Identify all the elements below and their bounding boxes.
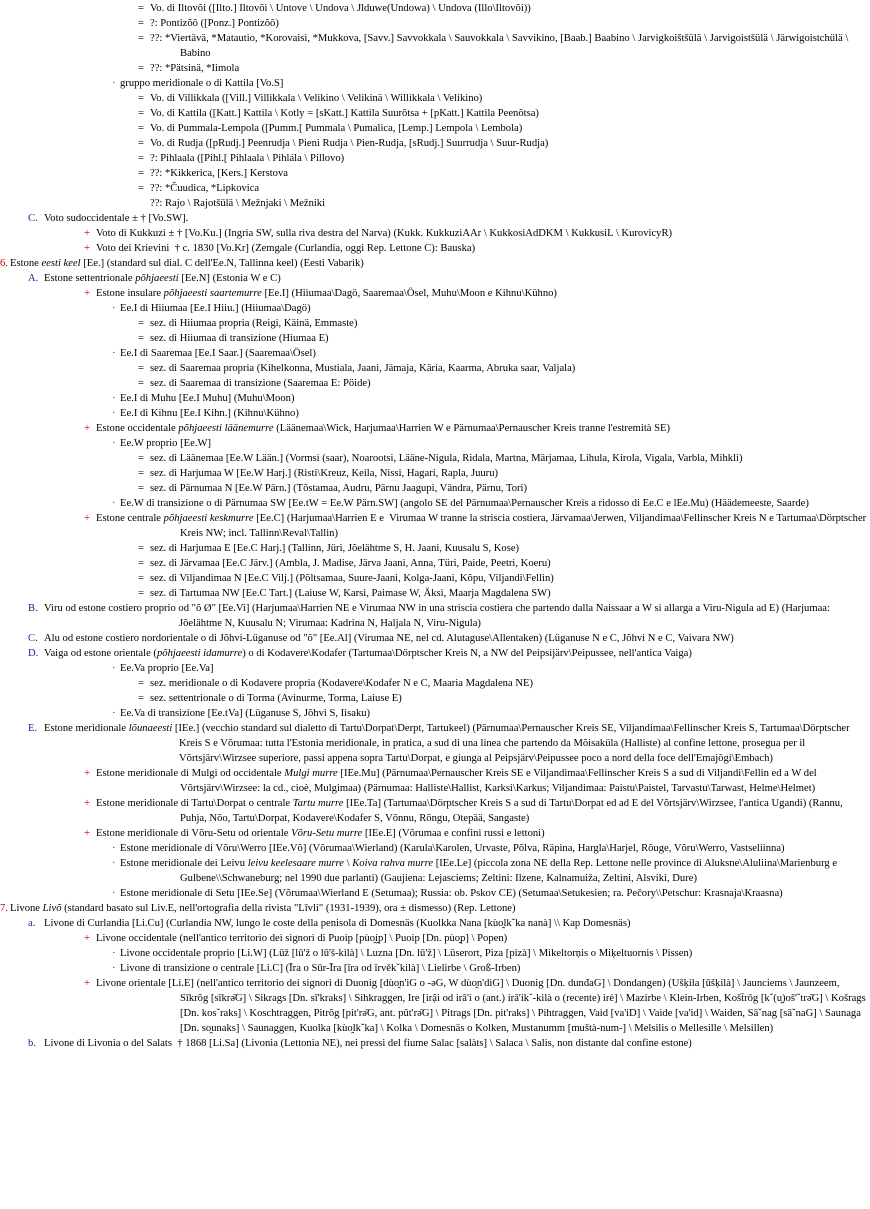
- entry-marker: =: [138, 153, 144, 164]
- entry-text: sez. settentrionale o di Torma (Avinurme, Torma, Laiuse E): [150, 693, 402, 704]
- outline-entry: [0, 361, 870, 376]
- outline-entry: [0, 271, 870, 286]
- outline-entry: [0, 661, 870, 676]
- entry-text: sez. di Järvamaa [Ee.C Järv.] (Ambla, J. Madise, Järva Jaani, Anna, Türi, Paide, Peetri, Koeru): [150, 558, 551, 569]
- outline-entry: [0, 211, 870, 226]
- entry-text: Livone di Curlandia [Li.Cu] (Curlandia NW, lungo le coste della penisola di Domesnäs (Kuolkka Nana [kùo̯lkˇka nanà] \\ Kap Domesnäs): [44, 918, 631, 929]
- entry-marker: =: [138, 333, 144, 344]
- entry-text: gruppo meridionale o di Kattila [Vo.S]: [120, 78, 284, 89]
- outline-entry: [0, 961, 870, 976]
- outline-entry: [0, 946, 870, 961]
- entry-text: sez. di Tartumaa NW [Ee.C Tart.] (Laiuse W, Karsi, Paimase W, Äksi, Maarja Magdalena SW): [150, 588, 551, 599]
- entry-text: Estone meridionale di Võru-Setu od orientale Võru-Setu murre [IEe.E] (Võrumaa e confini russi e lettoni): [96, 828, 545, 839]
- entry-marker: =: [138, 138, 144, 149]
- outline-entry: [0, 226, 870, 241]
- entry-marker: B.: [28, 603, 38, 614]
- entry-text: ?: Pihlaala ([Pihl.[ Pihlaala \ Pihlála \ Pillovo): [150, 153, 345, 164]
- entry-text: Estone meridionale di Setu [IEe.Se] (Võrumaa\Wierland E (Setumaa); Russia: ob. Pskov CE) (Setumaa\Setukesien; ra. Pečory\\Petschur: Krasnaja\Kraasna): [120, 888, 783, 899]
- entry-text: Livone Livõ (standard basato sul Liv.E, nell'ortografia della rivista "Līvli" (1931-1939), ora ± dismesso) (Rep. Lettone): [10, 903, 516, 914]
- entry-text: Estone meridionale dei Leivu leivu keelesaare murre \ Koiva rahva murre [IEe.Le] (piccola zona NE della Rep. Lettone nelle province di Aluksne\Aluliina\Marienburg e Gulbene\\Schwaneburg; nel 1990 due parlanti) (Gaujiena: Lejasciems; Zeltini: Ilzene, Kalnamuiža, Zeltini, Alsviki, Dure): [120, 858, 838, 884]
- entry-text: Estone insulare põhjaeesti saartemurre [Ee.I] (Hiiumaa\Dagö, Saaremaa\Ösel, Muhu\Moon e Kihnu\Kühno): [96, 288, 557, 299]
- outline-entry: [0, 886, 870, 901]
- entry-marker: =: [138, 183, 144, 194]
- entry-text: ?: Pontizõõ ([Ponz.] Pontizõõ): [150, 18, 279, 29]
- outline-entry: [0, 331, 870, 346]
- entry-marker: =: [138, 318, 144, 329]
- entry-marker: =: [138, 573, 144, 584]
- entry-marker: =: [138, 483, 144, 494]
- entry-text: sez. di Harjumaa W [Ee.W Harj.] (Risti\Kreuz, Keila, Nissi, Hagari, Rapla, Juuru): [150, 468, 499, 479]
- outline-entry: [0, 31, 870, 61]
- entry-marker: ·: [112, 843, 116, 854]
- entry-text: ??: Rajo \ Rajotšülä \ Mežnjaki \ Mežniki: [150, 198, 326, 209]
- outline-entry: [0, 721, 870, 766]
- outline-entry: [0, 151, 870, 166]
- entry-text: ??: *Pätsinä, *Iimola: [150, 63, 240, 74]
- entry-marker: +: [84, 768, 90, 779]
- entry-marker: =: [138, 63, 144, 74]
- outline-entry: [0, 931, 870, 946]
- entry-text: Ee.Va di transizione [Ee.tVa] (Lüganuse S, Jõhvi S, Iisaku): [120, 708, 371, 719]
- entry-text: Ee.W proprio [Ee.W]: [120, 438, 211, 449]
- outline-entry: [0, 106, 870, 121]
- outline-entry: [0, 511, 870, 541]
- entry-marker: ·: [112, 888, 116, 899]
- entry-marker: =: [138, 18, 144, 29]
- entry-marker: =: [138, 378, 144, 389]
- entry-marker: ·: [112, 858, 116, 869]
- outline-entry: [0, 601, 870, 631]
- outline-entry: [0, 346, 870, 361]
- entry-text: Ee.W di transizione o di Pärnumaa SW [Ee.tW = Ee.W Pärn.SW] (angolo SE del Pärnumaa\Pernauscher Kreis a ridosso di Ee.C e lEe.Mu) (Häädemeeste, Saarde): [120, 498, 809, 509]
- entry-marker: ·: [112, 408, 116, 419]
- entry-marker: ·: [112, 78, 116, 89]
- outline-entry: [0, 706, 870, 721]
- outline-entry: [0, 856, 870, 886]
- entry-marker: +: [84, 798, 90, 809]
- entry-marker: ·: [112, 963, 116, 974]
- entry-marker: =: [138, 678, 144, 689]
- entry-marker: =: [138, 123, 144, 134]
- entry-marker: b.: [28, 1038, 36, 1049]
- entry-marker: +: [84, 513, 90, 524]
- entry-text: Livone di Livonia o del Salats † 1868 [Li.Sa] (Livonia (Lettonia NE), nei pressi del fiume Salac [salàts] \ Salaca \ Salis, non distante dal confine estone): [44, 1038, 692, 1049]
- outline-entry: [0, 826, 870, 841]
- entry-marker: ·: [112, 438, 116, 449]
- entry-text: Estone settentrionale põhjaeesti [Ee.N] (Estonia W e C): [44, 273, 281, 284]
- outline-entry: [0, 61, 870, 76]
- entry-marker: E.: [28, 723, 38, 734]
- entry-marker: +: [84, 288, 90, 299]
- entry-text: Ee.I di Saaremaa [Ee.I Saar.] (Saaremaa\Ösel): [120, 348, 316, 359]
- entry-text: Estone occidentale põhjaeesti läänemurre (Läänemaa\Wick, Harjumaa\Harrien W e Pärnumaa\Pernauscher Kreis tranne l'estremità SE): [96, 423, 671, 434]
- outline-entry: [0, 571, 870, 586]
- entry-text: Estone meridionale di Mulgi od occidentale Mulgi murre [IEe.Mu] (Pärnumaa\Pernauscher Kreis SE e Viljandimaa\Fellinscher Kreis S a sud di Viljandi\Fellin ed a W del Võrtsjärv\Wirzsee: la cd., cioè, Mulgimaa) (Pärnumaa: Halliste\Hallist, Karksi\Karkus; Viljandimaa: Paistu\Paistel, Tarvastu\Tarwast, Helme\Helmet): [96, 768, 817, 794]
- entry-text: Ee.I di Hiiumaa [Ee.I Hiiu.] (Hiiumaa\Dagö): [120, 303, 311, 314]
- entry-text: Livone orientale [Li.E] (nell'antico territorio dei signori di Duonig [dùo̯n'iG o -ǝG, W dùo̯n'diG] \ Duonig [Dn. dunđaG] \ Dondangen) (Ušķila [ūšķilà] \ Jaunciems \ Jaunzeem, Sīkrõg [sīkrǝ̄G] \ Sikrags [Dn. sī'kraks] \ Sihkraggen, Ire [irậi od irā'i o (ant.) irā'ikˇ-kilà o (recente) irè] \ Mazirbe \ Klein-Irben, Košt̄rōg [kˇ(u̯)oš'ˇtrǝ̄G] \ Košrags [Dn. kosˇraks] \ Koschtraggen, Pitrõg [pit'rǝ̄G, ant. pūt'rǝ̄G] \ Pitrags [Dn. pit'raks] \ Pihtraggen, Vaid [va'iD] \ Vaide [va'id] \ Waiden, Sāˇnag [sāˇnaG] \ Saunaga [Dn. so̯unaks] \ Saunaggen, Kuolka [kùo̯lkˇka] \ Kolka \ Domesnäs o Kolken, Mustanumm [muštà-num-] \ Melsilis o Mellesille \ Melsillen): [96, 978, 866, 1034]
- outline-entry: [0, 241, 870, 256]
- entry-marker: =: [138, 3, 144, 14]
- entry-text: sez. di Hiiumaa di transizione (Hiumaa E): [150, 333, 329, 344]
- outline-entry: [0, 451, 870, 466]
- outline-entry: [0, 286, 870, 301]
- outline-entry: [0, 586, 870, 601]
- outline-entry: [0, 916, 870, 931]
- outline-entry: [0, 676, 870, 691]
- entry-text: Alu od estone costiero nordorientale o di Jõhvi-Lüganuse od "õ" [Ee.Al] (Virumaa NE, nel cd. Alutaguse\Allentaken) (Lüganuse N e C, Jõhvi N e C, Vaivara NW): [44, 633, 734, 644]
- entry-marker: 6.: [0, 258, 8, 269]
- entry-text: Voto dei Krievini † c. 1830 [Vo.Kr] (Zemgale (Curlandia, oggi Rep. Lettone C): Bauska): [96, 243, 476, 254]
- entry-marker: =: [138, 543, 144, 554]
- outline-entry: [0, 301, 870, 316]
- outline-entry: [0, 181, 870, 196]
- entry-marker: +: [84, 978, 90, 989]
- outline-entry: [0, 376, 870, 391]
- outline-entry: [0, 436, 870, 451]
- outline-entry: [0, 1036, 870, 1051]
- outline-entry: [0, 496, 870, 511]
- outline-entry: [0, 631, 870, 646]
- entry-marker: +: [84, 243, 90, 254]
- outline-entry: [0, 406, 870, 421]
- entry-marker: +: [84, 423, 90, 434]
- entry-marker: =: [138, 453, 144, 464]
- entry-marker: =: [138, 363, 144, 374]
- outline-entry: [0, 16, 870, 31]
- entry-text: Estone centrale põhjaeesti keskmurre [Ee.C] (Harjumaa\Harrien E e Virumaa W tranne la striscia costiera, Järvamaa\Jerwen, Viljandimaa\Fellinscher Kreis N e Tartumaa\Dörptscher Kreis NW; incl. Tallinn\Reval\Tallin): [96, 513, 867, 539]
- outline-entry: [0, 976, 870, 1036]
- entry-marker: ·: [112, 393, 116, 404]
- outline-entry: [0, 1, 870, 16]
- entry-text: Vo. di Villikkala ([Vill.] Villikkala \ Velikino \ Velikinä \ Willikkala \ Velikino): [150, 93, 483, 104]
- outline-entry: [0, 316, 870, 331]
- entry-text: Estone eesti keel [Ee.] (standard sul dial. C dell'Ee.N, Tallinna keel) (Eesti Vabarik): [10, 258, 364, 269]
- entry-marker: ·: [112, 663, 116, 674]
- entry-text: Livone di transizione o centrale [Li.C] (Īra o Sūr-Īra [īra od īrvěkˇkilà] \ Lielirbe \ Groß-Irben): [120, 963, 521, 974]
- entry-text: sez. meridionale o di Kodavere propria (Kodavere\Kodafer N e C, Maaria Magdalena NE): [150, 678, 533, 689]
- entry-text: Vo. di Pummala-Lempola ([Pumm.[ Pummala \ Pumalica, [Lemp.] Lempola \ Lembola): [150, 123, 523, 134]
- entry-text: sez. di Pärnumaa N [Ee.W Pärn.] (Tõstamaa, Audru, Pärnu Jaagupi, Vändra, Pärnu, Tori): [150, 483, 528, 494]
- outline-entry: [0, 196, 870, 211]
- outline-entry: [0, 466, 870, 481]
- entry-marker: =: [138, 558, 144, 569]
- entry-text: Estone meridionale lõunaeesti [IEe.] (vecchio standard sul dialetto di Tartu\Dorpat\Derpt, Tartukeel) (Pärnumaa\Pernauscher Kreis SE, Viljandimaa\Fellinscher Kreis S, Tartumaa\Dörptscher Kreis S e Võrumaa: tutta l'Estonia meridionale, in pratica, a sud di una linea che partendo da Mõisaküla (Halliste) al confine lettone, prosegua per il Võrtsjärv\Wirzsee superiore, passi appena sopra Tartu\Dorpat, e giunga al Peipsjärv\Peipussee poco a nord della foce dell'Emajõgi\Embach): [44, 723, 850, 764]
- entry-text: Vaiga od estone orientale (põhjaeesti idamurre) o di Kodavere\Kodafer (Tartumaa\Dörptscher Kreis N, a NW del Peipsijärv\Peipussee, nell'antica Vaiga): [44, 648, 692, 659]
- outline-entry: [0, 481, 870, 496]
- outline-entry: [0, 421, 870, 436]
- entry-text: Ee.I di Kihnu [Ee.I Kihn.] (Kihnu\Kühno): [120, 408, 299, 419]
- entry-marker: =: [138, 108, 144, 119]
- outline-entry: [0, 91, 870, 106]
- entry-marker: 7.: [0, 903, 8, 914]
- outline-entry: [0, 136, 870, 151]
- entry-marker: =: [138, 693, 144, 704]
- outline-entry: [0, 166, 870, 181]
- entry-marker: =: [138, 33, 144, 44]
- entry-text: ??: *Viertävä, *Matautio, *Korovaisi, *Mukkova, [Savv.] Savvokkala \ Sauvokkala \ Savvikino, [Baab.] Baabino \ Jarvigkoištšülä \ Jarvigoistšülä \ Järwigoistchülä \ Babino: [150, 33, 849, 59]
- entry-text: Vo. di Kattila ([Katt.] Kattila \ Kotly = [sKatt.] Kattila Suurõtsa + [pKatt.] Kattila Peenõtsa): [150, 108, 539, 119]
- entry-text: ??: *Kikkerica, [Kers.] Kerstova: [150, 168, 288, 179]
- outline-entry: [0, 646, 870, 661]
- entry-text: Livone occidentale (nell'antico territorio dei signori di Puoip [pùo̯i̯p] \ Puoip [Dn. pùo̯p] \ Popen): [96, 933, 508, 944]
- entry-marker: A.: [28, 273, 39, 284]
- outline-entry: [0, 691, 870, 706]
- entry-marker: ·: [112, 348, 116, 359]
- entry-text: Voto di Kukkuzi ± † [Vo.Ku.] (Ingria SW, sulla riva destra del Narva) (Kukk. KukkuziAAr \ KukkosiAdDKM \ KukkusiL \ KurovicyR): [96, 228, 673, 239]
- outline-entry: [0, 76, 870, 91]
- entry-marker: D.: [28, 648, 39, 659]
- entry-text: sez. di Saaremaa propria (Kihelkonna, Mustiala, Jaani, Jämaja, Käria, Kaarma, Abruka saar, Valjala): [150, 363, 576, 374]
- entry-marker: =: [138, 168, 144, 179]
- entry-marker: ·: [112, 498, 116, 509]
- outline-entry: [0, 391, 870, 406]
- entry-marker: ·: [112, 948, 116, 959]
- entry-text: Estone meridionale di Võru\Werro [IEe.Võ] (Võrumaa\Wierland) (Karula\Karolen, Urvaste, Põlva, Räpina, Hargla\Harjel, Rõuge, Võru\Werro, Vastseliinna): [120, 843, 785, 854]
- entry-text: Voto sudoccidentale ± † [Vo.SW].: [44, 213, 189, 224]
- entry-marker: ·: [112, 708, 116, 719]
- outline-entry: [0, 901, 870, 916]
- entry-marker: =: [138, 468, 144, 479]
- entry-marker: =: [138, 588, 144, 599]
- entry-text: Ee.I di Muhu [Ee.I Muhu] (Muhu\Moon): [120, 393, 295, 404]
- entry-marker: C.: [28, 213, 38, 224]
- entry-text: sez. di Harjumaa E [Ee.C Harj.] (Tallinn, Jüri, Jõelähtme S, H. Jaani, Kuusalu S, Kose): [150, 543, 520, 554]
- entry-marker: +: [84, 228, 90, 239]
- outline-entry: [0, 841, 870, 856]
- entry-text: Vo. di Rudja ([pRudj.] Peenrudja \ Pieni Rudja \ Pien-Rudja, [sRudj.] Suurrudja \ Suur-Rudja): [150, 138, 549, 149]
- entry-text: Vo. di Iltovõi ([Ilto.] Iltovõi \ Untove \ Undova \ Jlduwe(Undowa) \ Undova (Illo\Iltovõi)): [150, 3, 531, 14]
- entry-text: Livone occidentale proprio [Li.W] (Lūž [lū'ž o lū'š-kilà] \ Luzna [Dn. lū'ž] \ Lüserort, Piza [pizà] \ Mikeltorņis o Miķeltuornis \ Pissen): [120, 948, 693, 959]
- outline-entry: [0, 796, 870, 826]
- entry-marker: +: [84, 828, 90, 839]
- entry-marker: =: [138, 93, 144, 104]
- outline-entry: [0, 121, 870, 136]
- entry-marker: ·: [112, 303, 116, 314]
- entry-marker: C.: [28, 633, 38, 644]
- entry-text: Viru od estone costiero proprio od "õ Ø" [Ee.Vi] (Harjumaa\Harrien NE e Virumaa NW in una striscia costiera che partendo dalla Naissaar a W si allarga a Viru-Nigula ad E) (Harjumaa: Jõelähtme N, Kuusalu N; Virumaa: Kadrina N, Haljala N, Viru-Nigula): [44, 603, 830, 629]
- outline-entry: [0, 541, 870, 556]
- entry-text: ??: *Čuudica, *Lipkovica: [150, 183, 260, 194]
- entry-text: Estone meridionale di Tartu\Dorpat o centrale Tartu murre [IEe.Ta] (Tartumaa\Dörptscher Kreis S a sud di Tartu\Dorpat ed ad E del Võrtsjärv\Wirzsee, l'antica Ugandi) (Rannu, Puhja, Nõo, Tartu\Dorpat, Kodavere\Kodafer S, Võnnu, Rõngu, Otepää, Sangaste): [96, 798, 843, 824]
- entry-marker: +: [84, 933, 90, 944]
- entry-text: Ee.Va proprio [Ee.Va]: [120, 663, 214, 674]
- entry-text: sez. di Viljandimaa N [Ee.C Vilj.] (Põltsamaa, Suure-Jaani, Kolga-Jaani, Kõpu, Viljandi\Fellin): [150, 573, 554, 584]
- entry-text: sez. di Läänemaa [Ee.W Lään.] (Vormsi (saar), Noarootsi, Lääne-Nigula, Ridala, Martna, Märjamaa, Lihula, Kirola, Vigala, Varbla, Mihkli): [150, 453, 743, 464]
- outline-entry: [0, 766, 870, 796]
- outline-entry: [0, 556, 870, 571]
- outline-entry: [0, 256, 870, 271]
- entry-marker: a.: [28, 918, 36, 929]
- entry-text: sez. di Hiiumaa propria (Reigi, Käinä, Emmaste): [150, 318, 358, 329]
- entry-text: sez. di Saaremaa di transizione (Saaremaa E: Pöide): [150, 378, 371, 389]
